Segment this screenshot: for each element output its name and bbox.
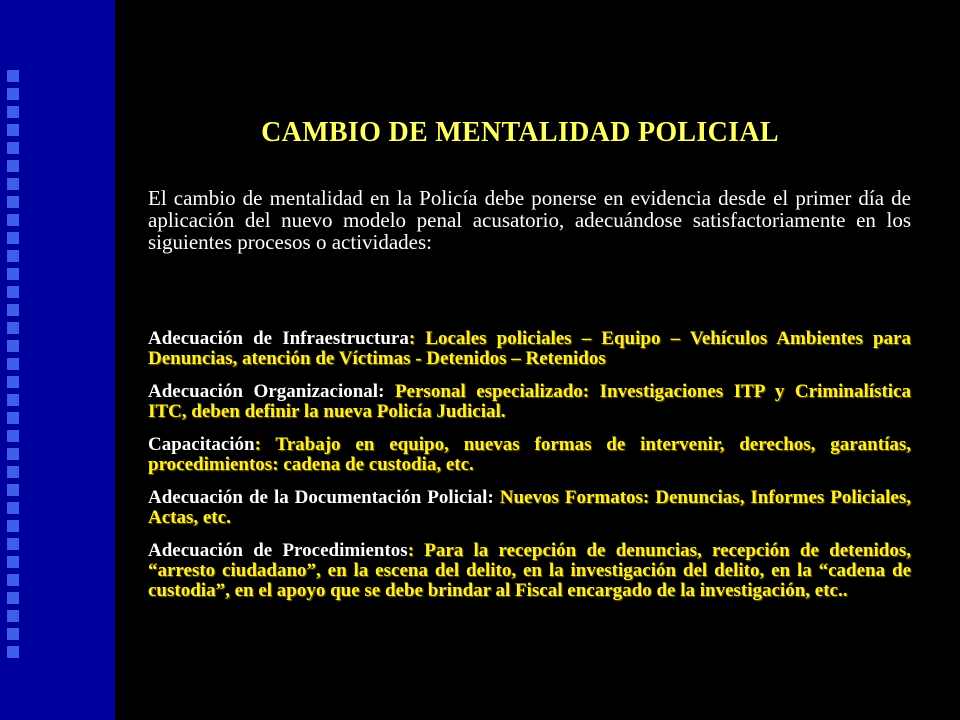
decorative-square xyxy=(7,502,19,514)
intro-paragraph: El cambio de mentalidad en la Policía debe ponerse en evidencia desde el primer día de aplicación del nuevo modelo penal acusatorio, adecuándose satisfactoriamente en los siguientes procesos o actividades: xyxy=(148,186,911,254)
decorative-square xyxy=(7,574,19,586)
decorative-square xyxy=(7,232,19,244)
decorative-square xyxy=(7,88,19,100)
decorative-square xyxy=(7,592,19,604)
bullet-label: Adecuación de Procedimientos xyxy=(148,540,408,561)
decorative-square xyxy=(7,142,19,154)
decorative-square xyxy=(7,304,19,316)
bullet-description: Nuevos Formatos: Denuncias, Informes Policiales, Actas, etc. xyxy=(148,487,911,528)
decorative-square xyxy=(7,178,19,190)
bullet-documentacion xyxy=(148,488,911,528)
decorative-square xyxy=(7,412,19,424)
decorative-square xyxy=(7,196,19,208)
bullet-capacitacion xyxy=(148,435,911,475)
bullet-label: Adecuación de Infraestructura xyxy=(148,328,409,349)
bullet-list xyxy=(148,329,911,614)
decorative-square xyxy=(7,250,19,262)
bullet-label: Capacitación xyxy=(148,434,255,455)
decorative-square xyxy=(7,520,19,532)
decorative-square xyxy=(7,430,19,442)
bullet-label: Adecuación Organizacional: xyxy=(148,381,395,402)
decorative-square xyxy=(7,646,19,658)
decorative-square xyxy=(7,286,19,298)
decorative-square xyxy=(7,484,19,496)
bullet-description: : Para la recepción de denuncias, recepción de detenidos, “arresto ciudadano”, en la escena del delito, en la investigación del delito, en la “cadena de custodia”, en el apoyo que se debe brindar al Fiscal encargado de la investigación, etc.. xyxy=(148,540,911,601)
decorative-square xyxy=(7,322,19,334)
decorative-square xyxy=(7,160,19,172)
bullet-description: : Trabajo en equipo, nuevas formas de intervenir, derechos, garantías, procedimientos: cadena de custodia, etc. xyxy=(148,434,911,475)
slide-title: CAMBIO DE MENTALIDAD POLICIAL xyxy=(261,117,779,148)
decorative-squares xyxy=(7,70,19,664)
decorative-square xyxy=(7,358,19,370)
decorative-square xyxy=(7,610,19,622)
bullet-organizacional xyxy=(148,382,911,422)
bullet-description: Personal especializado: Investigaciones ITP y Criminalística ITC, deben definir la nueva Policía Judicial. xyxy=(148,381,911,422)
bullet-procedimientos xyxy=(148,541,911,601)
decorative-square xyxy=(7,340,19,352)
decorative-square xyxy=(7,376,19,388)
decorative-square xyxy=(7,556,19,568)
side-band xyxy=(0,0,115,720)
decorative-square xyxy=(7,106,19,118)
decorative-square xyxy=(7,124,19,136)
bullet-description: : Locales policiales – Equipo – Vehículos Ambientes para Denuncias, atención de Víctimas - Detenidos – Retenidos xyxy=(148,328,911,369)
bullet-label: Adecuación de la Documentación Policial: xyxy=(148,487,500,508)
decorative-square xyxy=(7,268,19,280)
decorative-square xyxy=(7,448,19,460)
decorative-square xyxy=(7,70,19,82)
decorative-square xyxy=(7,466,19,478)
decorative-square xyxy=(7,628,19,640)
decorative-square xyxy=(7,538,19,550)
decorative-square xyxy=(7,394,19,406)
decorative-square xyxy=(7,214,19,226)
bullet-infraestructura xyxy=(148,329,911,369)
